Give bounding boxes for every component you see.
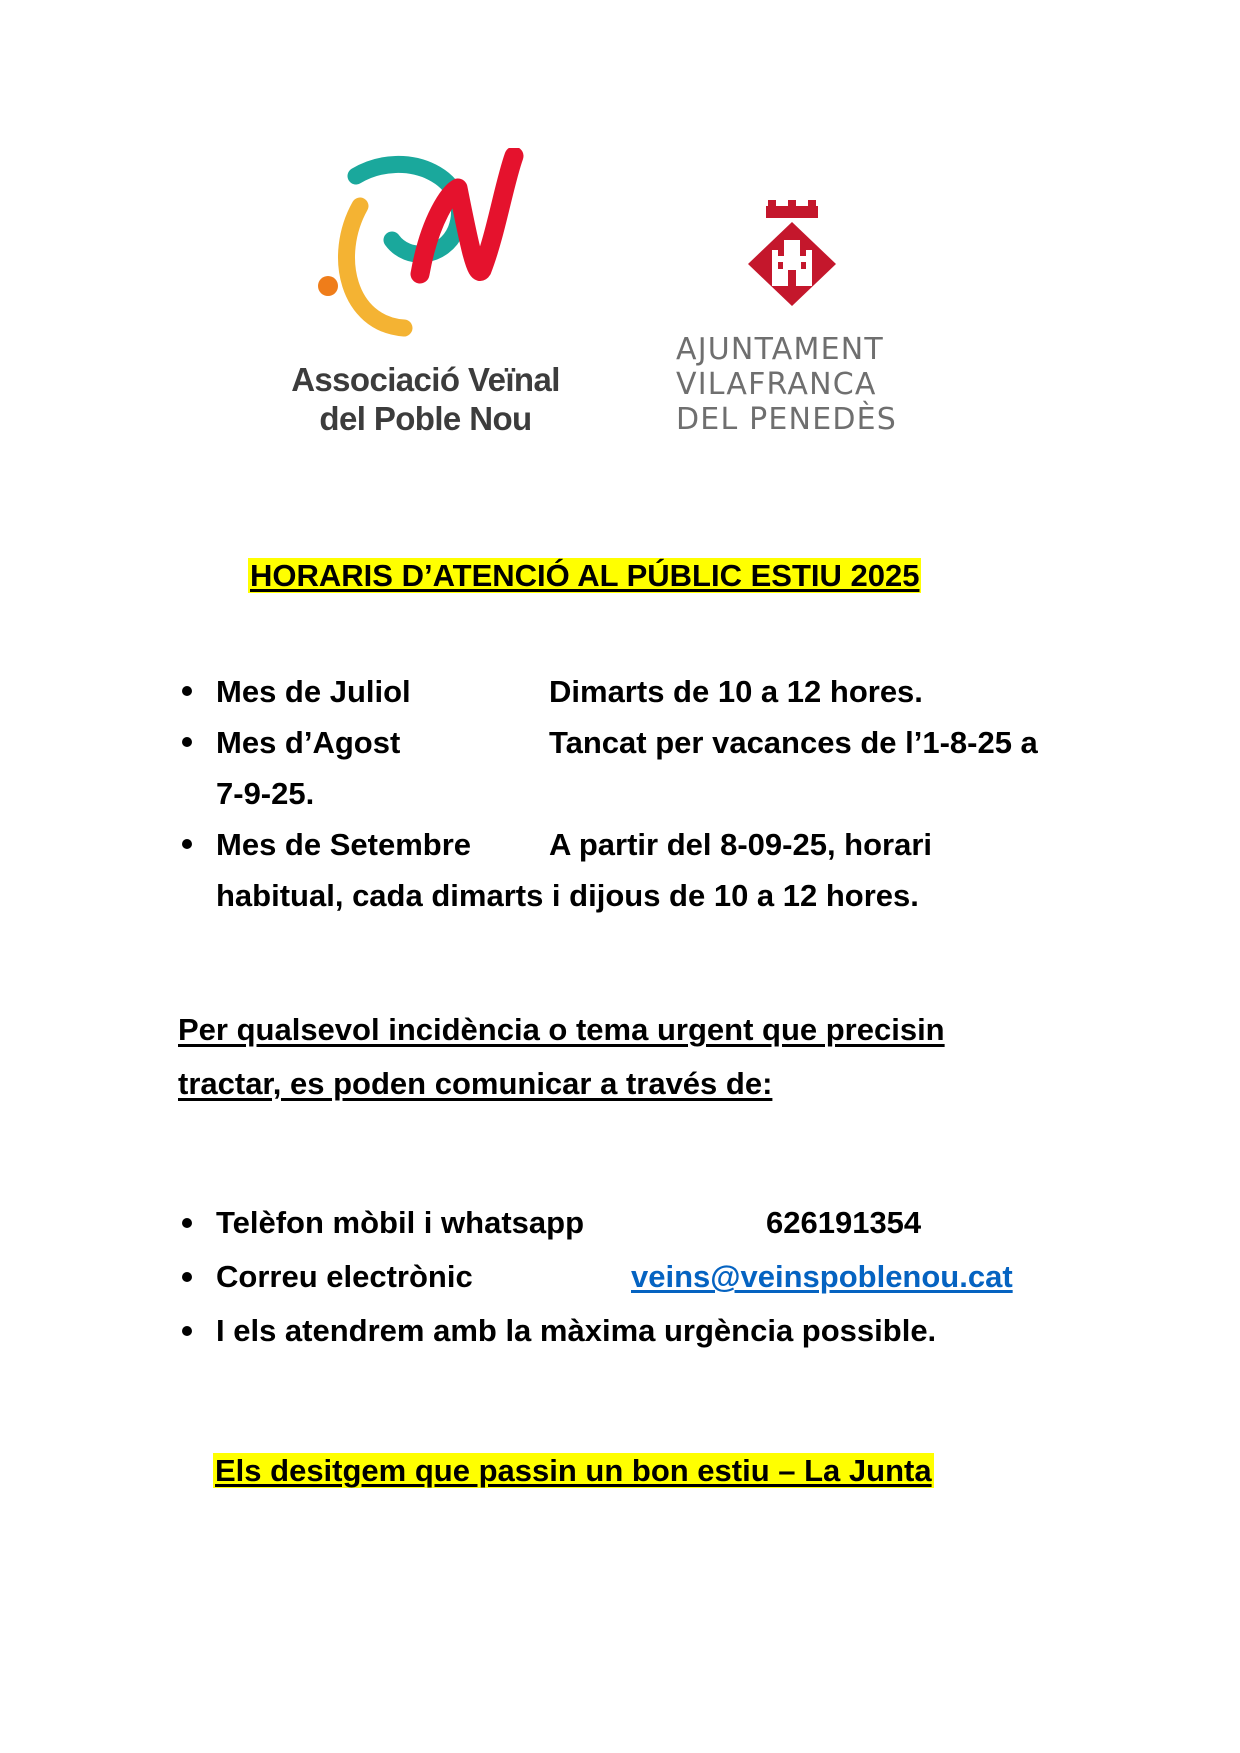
contact-item-closing <box>170 1304 1130 1358</box>
email-link[interactable]: veins@veinspoblenou.cat <box>631 1259 1013 1294</box>
bullet-icon <box>182 1218 192 1228</box>
schedule-list <box>170 666 1090 921</box>
urgent-notice-line2: tractar, es poden comunicar a través de: <box>178 1066 773 1101</box>
bullet-icon <box>182 839 192 849</box>
council-name-line2: VILAFRANCA <box>676 367 877 402</box>
urgent-notice <box>178 1003 1078 1111</box>
schedule-detail: Dimarts de 10 a 12 hores. <box>549 674 923 709</box>
schedule-detail-continuation: habitual, cada dimarts i dijous de 10 a 12 hores. <box>216 878 919 913</box>
council-name <box>676 332 897 437</box>
phone-number: 626191354 <box>766 1205 922 1240</box>
contact-list <box>170 1196 1130 1358</box>
bullet-icon <box>182 737 192 747</box>
schedule-term: Mes de Setembre <box>216 827 471 862</box>
farewell <box>213 1449 934 1493</box>
avpn-logo-mark <box>308 148 543 358</box>
council-name-line3: DEL PENEDÈS <box>676 402 898 437</box>
schedule-term: Mes de Juliol <box>216 674 411 709</box>
schedule-term: Mes d’Agost <box>216 725 401 760</box>
bullet-icon <box>182 686 192 696</box>
schedule-detail-continuation: 7-9-25. <box>216 776 315 811</box>
vilafranca-coat-of-arms-icon <box>732 200 852 320</box>
schedule-detail: A partir del 8-09-25, horari <box>549 827 933 862</box>
phone-label: Telèfon mòbil i whatsapp <box>216 1205 585 1240</box>
schedule-item-september <box>170 819 1090 921</box>
contact-item-email <box>170 1250 1130 1304</box>
bullet-icon <box>182 1272 192 1282</box>
council-logo <box>672 200 912 445</box>
page-title <box>248 555 921 597</box>
urgent-notice-line1: Per qualsevol incidència o tema urgent que precisin <box>178 1012 945 1047</box>
association-name-line2: del Poble Nou <box>319 400 532 437</box>
schedule-item-august <box>170 717 1090 819</box>
closing-text: I els atendrem amb la màxima urgència possible. <box>216 1313 937 1348</box>
farewell-text: Els desitgem que passin un bon estiu – La Junta <box>215 1453 932 1488</box>
schedule-item-july <box>170 666 1090 717</box>
association-logo <box>288 148 563 437</box>
association-name <box>288 360 563 438</box>
association-name-line1: Associació Veïnal <box>291 361 560 398</box>
council-name-line1: AJUNTAMENT <box>676 332 884 367</box>
email-label: Correu electrònic <box>216 1259 473 1294</box>
contact-item-phone <box>170 1196 1130 1250</box>
page-title-text: HORARIS D’ATENCIÓ AL PÚBLIC ESTIU 2025 <box>250 558 920 593</box>
schedule-detail: Tancat per vacances de l’1-8-25 a <box>549 725 1038 760</box>
bullet-icon <box>182 1326 192 1336</box>
